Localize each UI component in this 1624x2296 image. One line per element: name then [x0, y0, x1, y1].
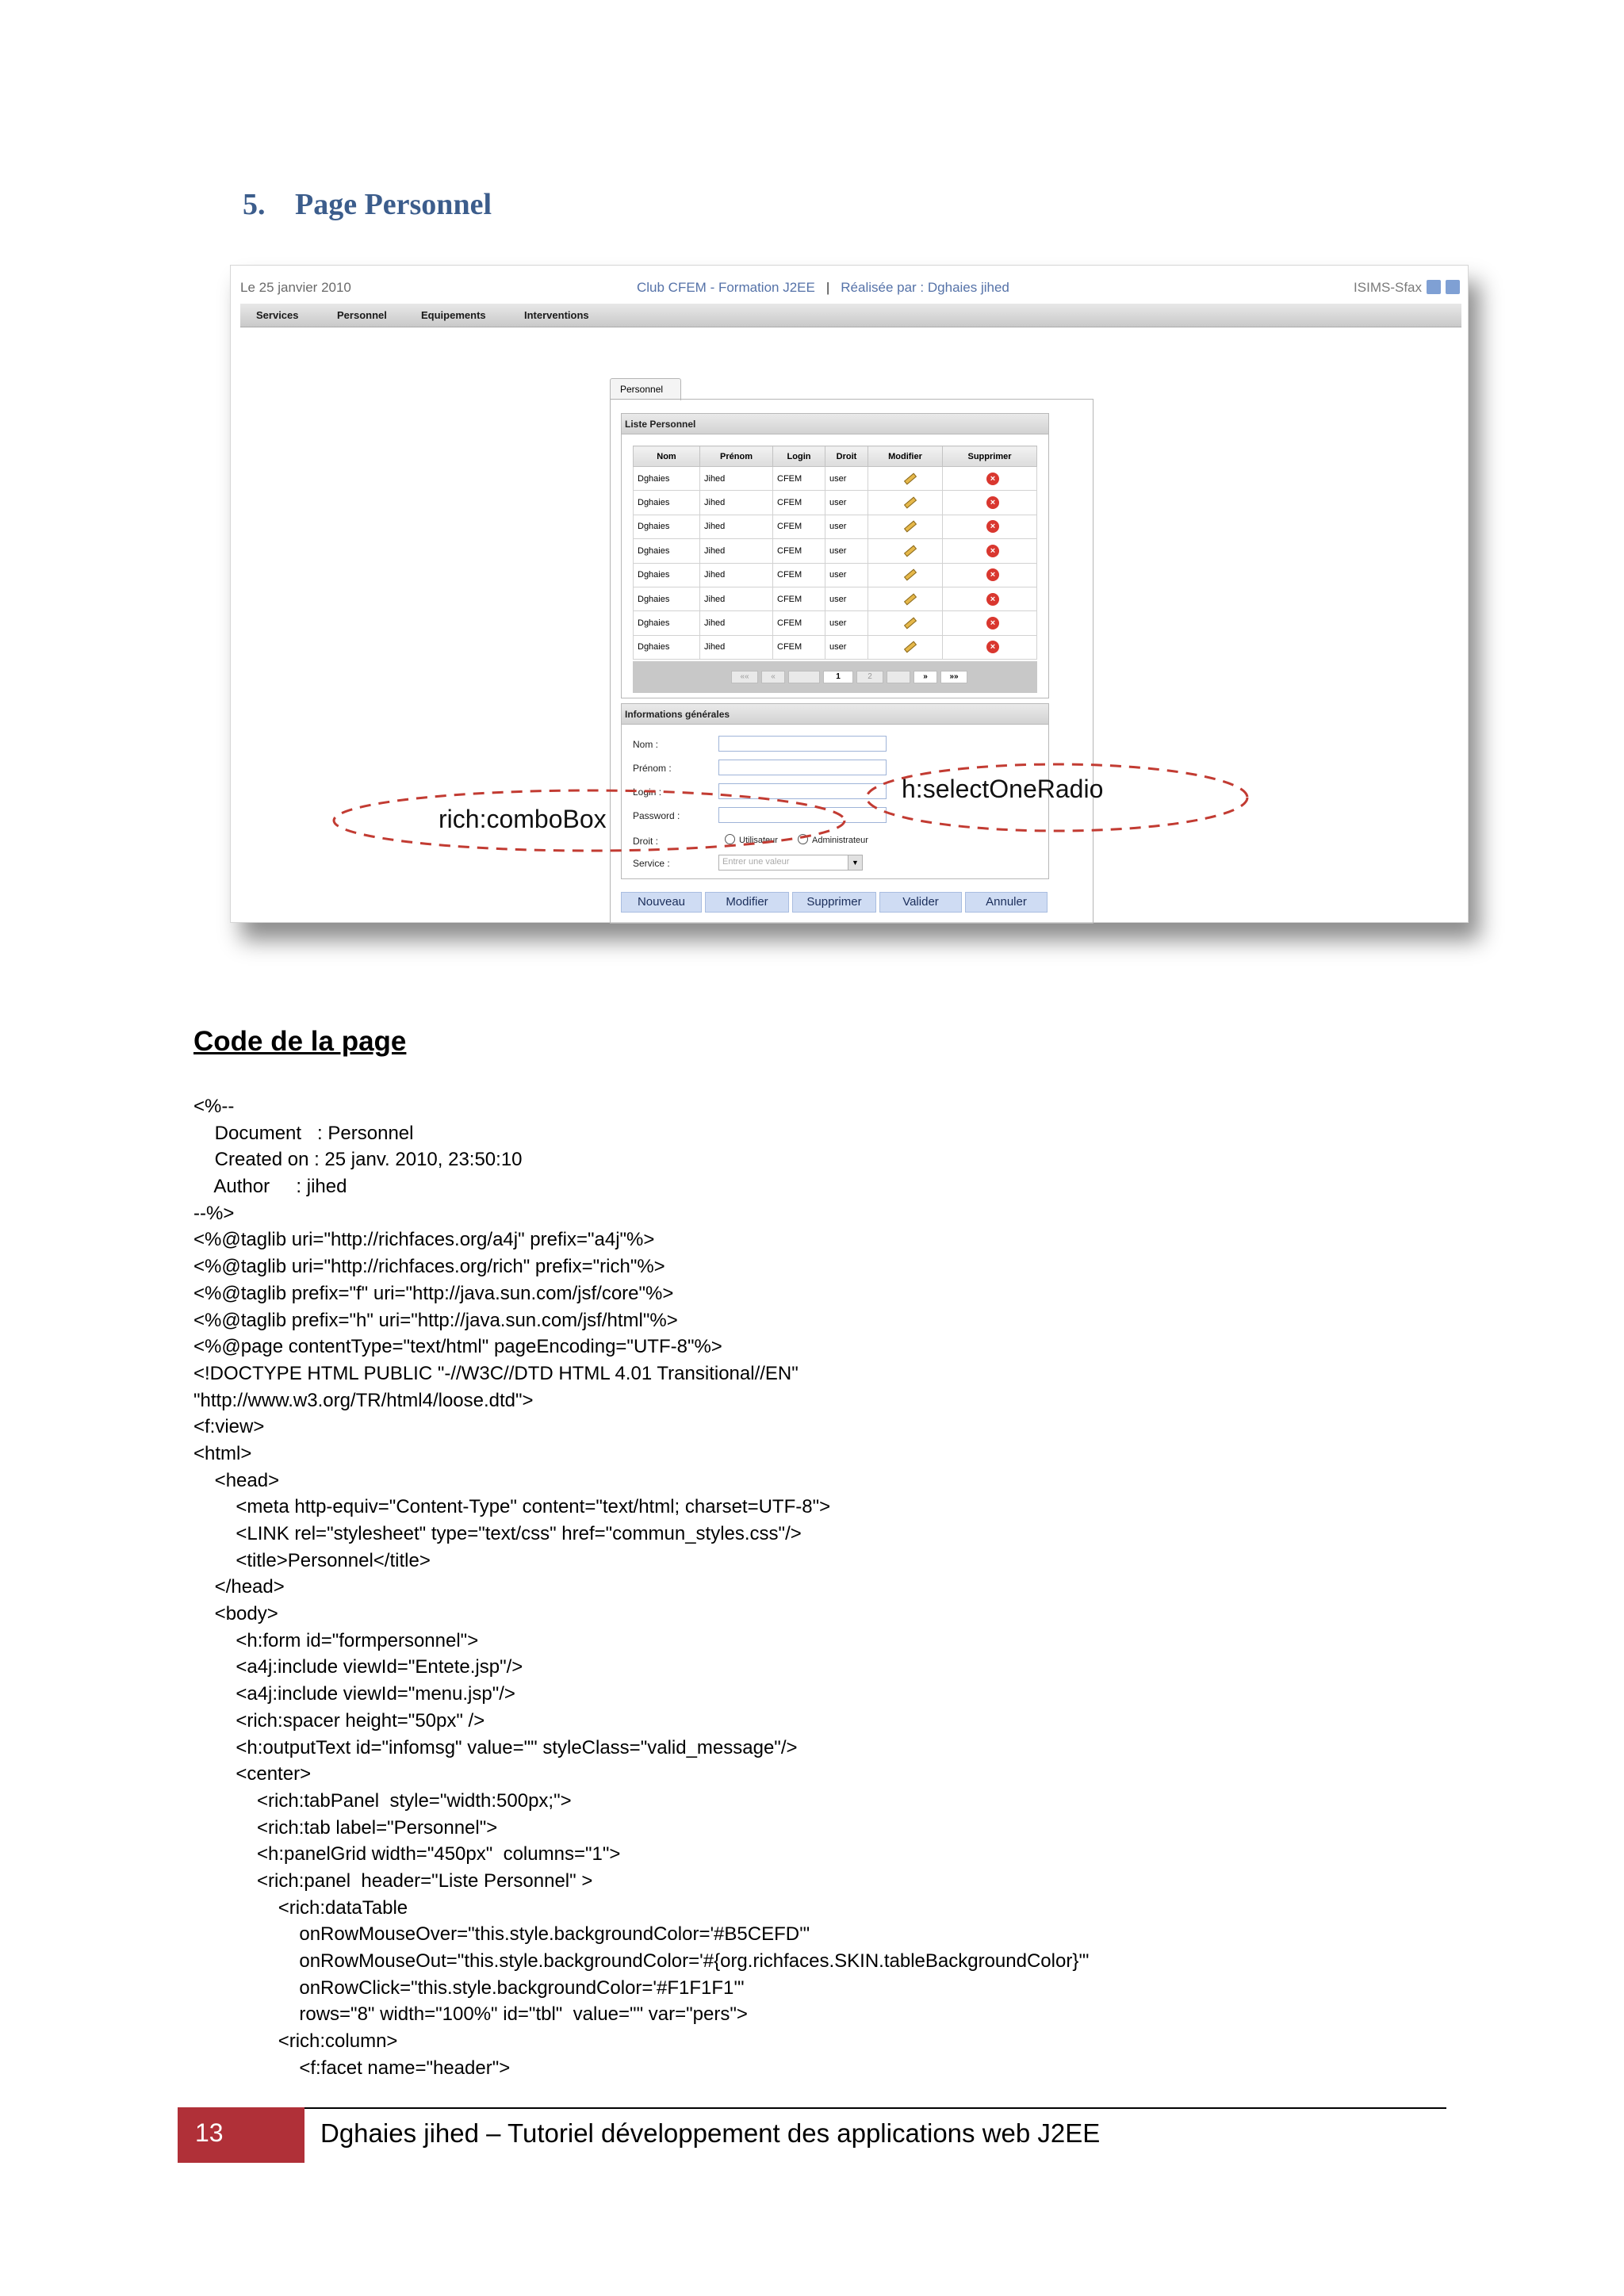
- table-cell: CFEM: [773, 467, 825, 491]
- table-cell: user: [825, 467, 868, 491]
- pager-spacer-left: [788, 671, 820, 683]
- delete-icon[interactable]: ×: [986, 520, 999, 533]
- table-cell: Dghaies: [634, 587, 700, 610]
- nom-input[interactable]: [718, 736, 887, 752]
- table-cell: Jihed: [700, 587, 773, 610]
- nouveau-button[interactable]: Nouveau: [621, 892, 702, 913]
- code-line: <h:panelGrid width="450px" columns="1">: [193, 1843, 621, 1866]
- delete-cell: [943, 467, 1037, 491]
- section-number: 5.: [243, 188, 266, 221]
- code-line: <!DOCTYPE HTML PUBLIC "-//W3C//DTD HTML 4.01 Transitional//EN": [193, 1362, 799, 1384]
- valider-button[interactable]: Valider: [879, 892, 962, 913]
- pager-prev[interactable]: «: [761, 671, 785, 683]
- table-cell: user: [825, 587, 868, 610]
- code-line: rows="8" width="100%" id="tbl" value="" var="pers">: [193, 2003, 748, 2026]
- table-cell: Dghaies: [634, 611, 700, 635]
- code-line: <rich:dataTable: [193, 1896, 408, 1919]
- table-cell: Jihed: [700, 539, 773, 563]
- code-line: Document : Personnel: [193, 1122, 414, 1144]
- delete-cell: [943, 635, 1037, 659]
- club-link[interactable]: Club CFEM - Formation J2EE: [637, 280, 815, 295]
- table-cell: Jihed: [700, 467, 773, 491]
- table-row[interactable]: [634, 635, 1037, 659]
- edit-cell: [868, 611, 943, 635]
- page-number: 13: [178, 2107, 304, 2163]
- pager-next[interactable]: »: [914, 671, 937, 683]
- table-row[interactable]: [634, 587, 1037, 610]
- table-cell: Dghaies: [634, 491, 700, 515]
- table-cell: Dghaies: [634, 539, 700, 563]
- col-header-prenom[interactable]: Prénom: [700, 446, 773, 467]
- table-cell: Jihed: [700, 563, 773, 587]
- password-input[interactable]: [718, 807, 887, 823]
- code-line: onRowMouseOut="this.style.backgroundColor='#{org.richfaces.SKIN.tableBackgroundColor}'": [193, 1950, 1090, 1972]
- list-panel-title: Liste Personnel: [622, 414, 1048, 434]
- table-cell: Dghaies: [634, 515, 700, 538]
- col-header-login[interactable]: Login: [773, 446, 825, 467]
- label-service: Service :: [633, 858, 670, 869]
- edit-cell: [868, 491, 943, 515]
- code-line: <html>: [193, 1442, 252, 1464]
- delete-cell: [943, 491, 1037, 515]
- tab-personnel[interactable]: Personnel: [610, 378, 681, 400]
- table-row[interactable]: [634, 491, 1037, 515]
- code-line: <meta http-equiv="Content-Type" content="text/html; charset=UTF-8">: [193, 1496, 831, 1518]
- col-header-modifier: Modifier: [868, 446, 943, 467]
- pencil-icon[interactable]: [904, 618, 917, 629]
- label-password: Password :: [633, 810, 680, 821]
- table-cell: user: [825, 563, 868, 587]
- pager-page-1[interactable]: 1: [823, 671, 853, 683]
- footer-rule: [301, 2107, 1446, 2109]
- radio-label-utilisateur: Utilisateur: [739, 836, 778, 845]
- header-date: Le 25 janvier 2010: [240, 280, 351, 295]
- code-line: <h:outputText id="infomsg" value="" styleClass="valid_message"/>: [193, 1736, 798, 1758]
- edit-cell: [868, 563, 943, 587]
- pager-last[interactable]: »»: [940, 671, 967, 683]
- table-cell: CFEM: [773, 587, 825, 610]
- table-row[interactable]: [634, 563, 1037, 587]
- institute-label: ISIMS-Sfax: [1354, 280, 1422, 295]
- code-block: [193, 1093, 1462, 2081]
- code-line: <a4j:include viewId="Entete.jsp"/>: [193, 1656, 523, 1678]
- delete-cell: [943, 611, 1037, 635]
- delete-icon[interactable]: ×: [986, 496, 999, 509]
- code-line: <rich:spacer height="50px" />: [193, 1709, 485, 1732]
- delete-cell: [943, 587, 1037, 610]
- pager: [633, 661, 1037, 693]
- table-cell: user: [825, 491, 868, 515]
- table-cell: Jihed: [700, 515, 773, 538]
- service-placeholder: Entrer une valeur: [722, 857, 790, 867]
- supprimer-button[interactable]: Supprimer: [792, 892, 876, 913]
- code-line: <f:view>: [193, 1416, 265, 1438]
- table-cell: Dghaies: [634, 635, 700, 659]
- prenom-input[interactable]: [718, 760, 887, 775]
- pager-spacer-right: [887, 671, 910, 683]
- table-cell: user: [825, 635, 868, 659]
- table-cell: CFEM: [773, 563, 825, 587]
- pencil-icon[interactable]: [904, 521, 917, 533]
- label-nom: Nom :: [633, 739, 659, 750]
- code-line: --%>: [193, 1202, 235, 1224]
- code-line: Created on : 25 janv. 2010, 23:50:10: [193, 1149, 523, 1171]
- header-bar: [240, 280, 1461, 297]
- code-line: onRowMouseOver="this.style.backgroundColor='#B5CEFD'": [193, 1923, 810, 1946]
- code-line: <rich:tab label="Personnel">: [193, 1816, 498, 1839]
- code-line: <rich:tabPanel style="width:500px;">: [193, 1789, 572, 1812]
- header-center: [637, 280, 1009, 296]
- list-panel: [621, 413, 1049, 698]
- table-cell: Jihed: [700, 611, 773, 635]
- section-title: [243, 187, 492, 222]
- table-row[interactable]: [634, 611, 1037, 635]
- app-screenshot: [230, 265, 1469, 923]
- label-droit: Droit :: [633, 836, 659, 847]
- delete-icon[interactable]: ×: [986, 545, 999, 557]
- code-line: <a4j:include viewId="menu.jsp"/>: [193, 1683, 515, 1705]
- table-row[interactable]: [634, 539, 1037, 563]
- chevron-down-icon[interactable]: ▼: [848, 855, 862, 870]
- personnel-table: [633, 446, 1037, 660]
- code-line: <%@taglib uri="http://richfaces.org/rich" prefix="rich"%>: [193, 1256, 665, 1278]
- pager-first[interactable]: ««: [731, 671, 758, 683]
- table-cell: Dghaies: [634, 467, 700, 491]
- pencil-icon[interactable]: [904, 593, 917, 605]
- code-line: Author : jihed: [193, 1176, 347, 1198]
- radio-label-administrateur: Administrateur: [812, 836, 868, 845]
- menu-item-personnel[interactable]: Personnel: [337, 309, 387, 321]
- edit-cell: [868, 467, 943, 491]
- service-combobox[interactable]: [718, 855, 863, 871]
- code-line: <%@page contentType="text/html" pageEncoding="UTF-8"%>: [193, 1336, 722, 1358]
- pager-page-2[interactable]: 2: [856, 671, 883, 683]
- code-line: <h:form id="formpersonnel">: [193, 1629, 479, 1651]
- table-cell: user: [825, 515, 868, 538]
- delete-icon[interactable]: ×: [986, 617, 999, 629]
- delete-cell: [943, 515, 1037, 538]
- combo-annotation-label: rich:comboBox: [439, 805, 607, 833]
- table-cell: CFEM: [773, 515, 825, 538]
- table-cell: Jihed: [700, 635, 773, 659]
- delete-icon[interactable]: ×: [986, 568, 999, 581]
- delete-icon[interactable]: ×: [986, 593, 999, 606]
- delete-icon[interactable]: ×: [986, 473, 999, 485]
- pencil-icon[interactable]: [904, 473, 917, 484]
- pencil-icon[interactable]: [904, 641, 917, 653]
- pencil-icon[interactable]: [904, 569, 917, 581]
- table-cell: user: [825, 539, 868, 563]
- menu-item-equipements[interactable]: Equipements: [421, 309, 486, 321]
- code-line: <rich:column>: [193, 2030, 398, 2053]
- table-cell: CFEM: [773, 539, 825, 563]
- menu-item-services[interactable]: Services: [256, 309, 299, 321]
- modifier-button[interactable]: Modifier: [705, 892, 789, 913]
- lock-icon[interactable]: [1446, 280, 1460, 294]
- table-cell: Jihed: [700, 491, 773, 515]
- annuler-button[interactable]: Annuler: [965, 892, 1048, 913]
- table-cell: user: [825, 611, 868, 635]
- label-prenom: Prénom :: [633, 763, 672, 774]
- code-line: "http://www.w3.org/TR/html4/loose.dtd">: [193, 1389, 534, 1411]
- col-header-droit[interactable]: Droit: [825, 446, 868, 467]
- table-cell: Dghaies: [634, 563, 700, 587]
- edit-cell: [868, 587, 943, 610]
- code-line: onRowClick="this.style.backgroundColor='#F1F1F1'": [193, 1976, 745, 1999]
- edit-cell: [868, 515, 943, 538]
- code-line: <center>: [193, 1763, 312, 1785]
- col-header-supprimer: Supprimer: [943, 446, 1037, 467]
- section-title-text: Page Personnel: [295, 188, 492, 221]
- code-line: <f:facet name="header">: [193, 2057, 511, 2079]
- radio-administrateur[interactable]: [798, 834, 808, 844]
- delete-icon[interactable]: ×: [986, 641, 999, 653]
- code-line: <LINK rel="stylesheet" type="text/css" href="commun_styles.css"/>: [193, 1523, 802, 1544]
- code-line: </head>: [193, 1576, 285, 1598]
- author-link[interactable]: Réalisée par : Dghaies jihed: [841, 280, 1009, 295]
- table-cell: CFEM: [773, 491, 825, 515]
- col-header-nom[interactable]: Nom: [634, 446, 700, 467]
- code-line: <%@taglib prefix="h" uri="http://java.sun.com/jsf/html"%>: [193, 1309, 678, 1331]
- table-cell: CFEM: [773, 611, 825, 635]
- code-line: <%@taglib prefix="f" uri="http://java.sun.com/jsf/core"%>: [193, 1282, 674, 1304]
- delete-cell: [943, 563, 1037, 587]
- delete-cell: [943, 539, 1037, 563]
- code-heading: Code de la page: [193, 1026, 407, 1057]
- code-line: <%@taglib uri="http://richfaces.org/a4j" prefix="a4j"%>: [193, 1229, 655, 1251]
- table-cell: CFEM: [773, 635, 825, 659]
- table-row[interactable]: [634, 515, 1037, 538]
- pencil-icon[interactable]: [904, 497, 917, 509]
- main-menu: [240, 304, 1461, 327]
- login-input[interactable]: [718, 783, 887, 799]
- radio-utilisateur[interactable]: [725, 834, 735, 844]
- pencil-icon[interactable]: [904, 545, 917, 557]
- table-header-row: [634, 446, 1037, 467]
- table-row[interactable]: [634, 467, 1037, 491]
- home-icon[interactable]: [1427, 280, 1441, 294]
- menu-item-interventions[interactable]: Interventions: [524, 309, 589, 321]
- header-separator: |: [825, 280, 830, 295]
- footer-text: Dghaies jihed – Tutoriel développement des applications web J2EE: [320, 2118, 1101, 2148]
- code-line: <head>: [193, 1469, 280, 1491]
- code-line: <title>Personnel</title>: [193, 1549, 431, 1571]
- radio-annotation-label: h:selectOneRadio: [902, 775, 1104, 803]
- label-login: Login :: [633, 786, 662, 798]
- info-panel-title: Informations générales: [622, 704, 1048, 725]
- edit-cell: [868, 635, 943, 659]
- edit-cell: [868, 539, 943, 563]
- code-line: <rich:panel header="Liste Personnel" >: [193, 1869, 593, 1892]
- code-line: <body>: [193, 1603, 278, 1625]
- code-line: <%--: [193, 1096, 235, 1117]
